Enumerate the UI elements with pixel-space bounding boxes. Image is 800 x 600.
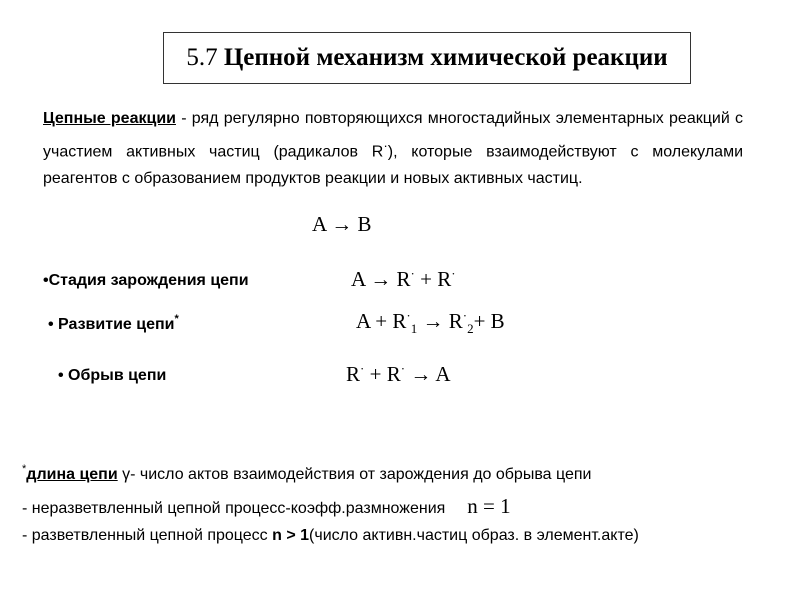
radical-dot: · — [400, 361, 406, 376]
stage-initiation-label: •Стадия зарождения цепи — [43, 272, 249, 289]
eq-part: R — [346, 362, 361, 386]
eq-part: → R — [417, 309, 463, 333]
note-branched — [22, 527, 639, 545]
title-number: 5.7 — [186, 44, 218, 71]
footnote-star: * — [22, 463, 27, 475]
stage-termination-label: • Обрыв цепи — [58, 367, 167, 384]
stage-propagation-equation — [356, 308, 505, 337]
note-unbranched — [22, 494, 511, 519]
note-text: γ- число актов взаимодействия от зарождения до обрыва цепи — [117, 466, 592, 483]
note-text: - неразветвленный цепной процесс-коэфф.размножения — [22, 500, 446, 517]
stage-initiation-equation — [351, 266, 456, 292]
radical-dot: · — [462, 308, 468, 323]
note-condition: n > 1 — [272, 527, 310, 544]
eq-part: → A — [405, 362, 451, 386]
radical-dot: · — [451, 266, 456, 281]
intro-term: Цепные реакции — [43, 110, 176, 127]
subscript: 2 — [467, 321, 474, 336]
title-box — [163, 32, 691, 84]
stage-termination-equation — [346, 361, 451, 387]
radical-dot: · — [410, 266, 415, 281]
note-chain-length — [22, 463, 591, 484]
intro-body-1: - ряд регулярно повторяющихся многостадийных элементарных реакций с участием активных частиц (радикалов R — [43, 110, 743, 161]
footnote-star: * — [174, 313, 179, 325]
title-text: Цепной механизм химической реакции — [223, 44, 668, 71]
intro-body-2: ), которые взаимодействуют с молекулами реагентов с образованием продуктов реакции и новых активных частиц. — [43, 143, 743, 188]
note-text: (число активн.частиц образ. в элемент.акте) — [309, 527, 639, 544]
stage-propagation-label — [48, 313, 179, 334]
eq-part: + R — [364, 362, 401, 386]
subscript: 1 — [410, 321, 418, 336]
eq-part: A → R — [351, 267, 411, 291]
note-text: - разветвленный цепной процесс — [22, 527, 273, 544]
stage-propagation-text: • Развитие цепи — [48, 316, 175, 333]
note-equation: n = 1 — [467, 494, 511, 518]
eq-part: A + R — [356, 309, 407, 333]
intro-radical-dot: · — [383, 138, 388, 153]
eq-part: + B — [473, 309, 505, 333]
intro-paragraph — [43, 105, 743, 192]
overall-equation: A → B — [312, 212, 372, 236]
radical-dot: · — [406, 308, 411, 323]
radical-dot: · — [360, 361, 365, 376]
eq-part: + R — [414, 267, 452, 291]
note-term: длина цепи — [26, 466, 118, 483]
